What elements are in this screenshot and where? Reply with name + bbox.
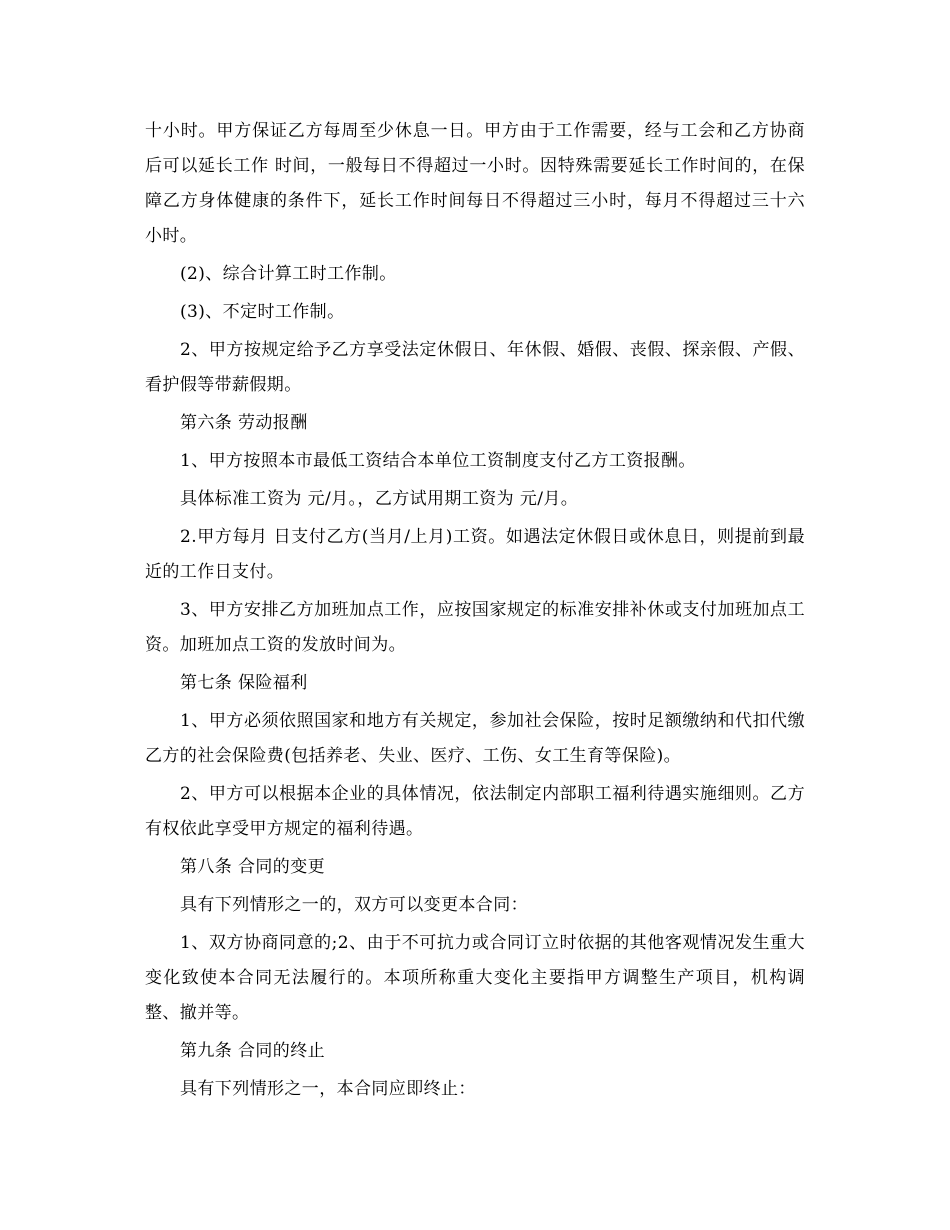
article-heading-contract-change: 第八条 合同的变更 [180, 857, 326, 877]
paragraph-change-conditions: 具有下列情形之一的，双方可以变更本合同： [180, 895, 528, 915]
article-heading-insurance: 第七条 保险福利 [180, 673, 308, 693]
paragraph-termination-conditions: 具有下列情形之一，本合同应即终止： [180, 1079, 476, 1099]
paragraph-overtime-pay: 3、甲方安排乙方加班加点工作，应按国家规定的标准安排补休或支付加班加点工资。加班加点工资的发放时间为。 [145, 600, 805, 655]
paragraph-standard-wage: 具体标准工资为 元/月。，乙方试用期工资为 元/月。 [180, 489, 579, 509]
paragraph-welfare-rules: 2、甲方可以根据本企业的具体情况，依法制定内部职工福利待遇实施细则。乙方有权依此享受甲方规定的福利待遇。 [145, 784, 805, 839]
paragraph-paid-leave: 2、甲方按规定给予乙方享受法定休假日、年休假、婚假、丧假、探亲假、产假、看护假等带薪假期。 [145, 340, 805, 395]
paragraph-pay-date: 2.甲方每月 日支付乙方(当月/上月)工资。如遇法定休假日或休息日，则提前到最近的工作日支付。 [145, 527, 805, 582]
document-body [145, 114, 805, 1110]
paragraph-minimum-wage: 1、甲方按照本市最低工资结合本单位工资制度支付乙方工资报酬。 [180, 451, 696, 471]
paragraph-flexible-hours: (3)、不定时工作制。 [180, 302, 345, 322]
paragraph-working-hours-continued: 十小时。甲方保证乙方每周至少休息一日。甲方由于工作需要，经与工会和乙方协商后可以延长工作 时间，一般每日不得超过一小时。因特殊需要延长工作时间的，在保障乙方身体健康的条件下，延长工作时间每日不得超过三小时，每月不得超过三十六小时。 [145, 121, 805, 246]
article-heading-remuneration: 第六条 劳动报酬 [180, 413, 308, 433]
paragraph-change-cases: 1、双方协商同意的;2、由于不可抗力或合同订立时依据的其他客观情况发生重大变化致使本合同无法履行的。本项所称重大变化主要指甲方调整生产项目，机构调整、撤并等。 [145, 933, 805, 1023]
paragraph-social-insurance: 1、甲方必须依照国家和地方有关规定，参加社会保险，按时足额缴纳和代扣代缴乙方的社会保险费(包括养老、失业、医疗、工伤、女工生育等保险)。 [145, 711, 805, 766]
article-heading-contract-termination: 第九条 合同的终止 [180, 1041, 326, 1061]
paragraph-comprehensive-hours: (2)、综合计算工时工作制。 [180, 264, 397, 284]
